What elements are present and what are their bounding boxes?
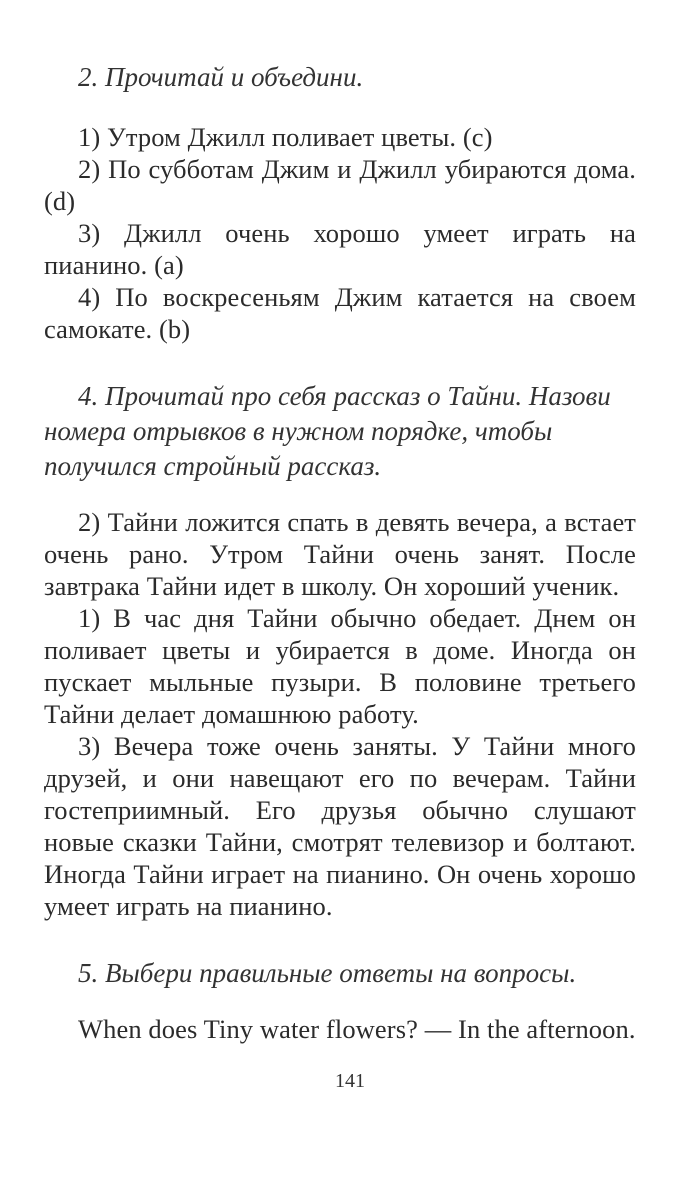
page-content bbox=[44, 60, 636, 1045]
exercise-2-item-4: 4) По воскресеньям Джим катается на своем самокате. (b) bbox=[44, 282, 636, 344]
story-paragraph-1: 1) В час дня Тайни обычно обедает. Днем он поливает цветы и убирается в доме. Иногда он пускает мыльные пузыри. В половине третьего Тайни делает домашнюю работу. bbox=[44, 603, 636, 729]
exercise-5-title: 5. Выбери правильные ответы на вопросы. bbox=[78, 958, 577, 988]
exercise-5-answer: When does Tiny water flowers? — In the afternoon. bbox=[78, 1014, 636, 1044]
exercise-2-item-2: 2) По субботам Джим и Джилл убираются дома. (d) bbox=[44, 154, 636, 216]
exercise-2-title: 2. Прочитай и объедини. bbox=[78, 62, 364, 92]
exercise-4-title: 4. Прочитай про себя рассказ о Тайни. Назови номера отрывков в нужном порядке, чтобы получился стройный рассказ. bbox=[44, 381, 611, 481]
page-number: 141 bbox=[335, 1070, 365, 1092]
exercise-4-story bbox=[44, 506, 636, 922]
story-paragraph-3: 3) Вечера тоже очень заняты. У Тайни много друзей, и они навещают его по вечерам. Тайни гостеприимный. Его друзья обычно слушают новые сказки Тайни, смотрят телевизор и болтают. Иногда Тайни играет на пианино. Он очень хорошо умеет играть на пианино. bbox=[44, 731, 636, 921]
exercise-2-item-3: 3) Джилл очень хорошо умеет играть на пианино. (a) bbox=[44, 218, 636, 280]
exercise-2-item-1: 1) Утром Джилл поливает цветы. (c) bbox=[78, 122, 493, 152]
exercise-2-items bbox=[44, 121, 636, 345]
story-paragraph-2: 2) Тайни ложится спать в девять вечера, а встает очень рано. Утром Тайни очень занят. После завтрака Тайни идет в школу. Он хороший ученик. bbox=[44, 507, 636, 601]
